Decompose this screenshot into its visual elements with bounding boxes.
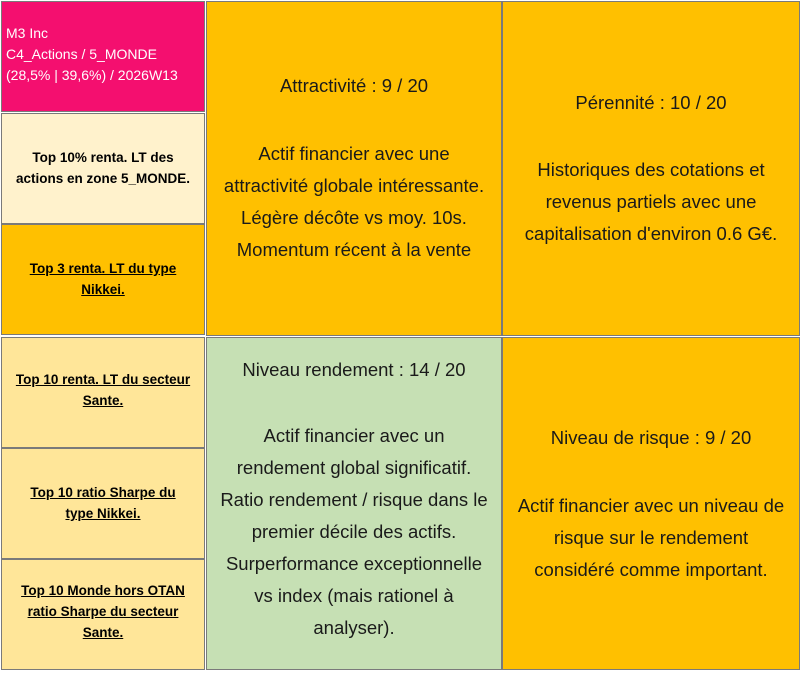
ranking-link-line[interactable]: Nikkei. — [81, 282, 125, 297]
ranking-link-line[interactable]: Top 10 ratio Sharpe du — [30, 485, 176, 500]
perennite-panel — [502, 1, 800, 336]
perennite-line: Historiques des cotations et — [537, 159, 765, 180]
ranking-link-line[interactable]: type Nikkei. — [65, 506, 141, 521]
perennite-line: capitalisation d'environ 0.6 G€. — [524, 223, 778, 244]
risque-title: Niveau de risque : 9 / 20 — [550, 427, 752, 448]
ranking-cell-sector[interactable] — [1, 337, 205, 448]
rendement-line: rendement global significatif. — [236, 457, 472, 478]
asset-category: C4_Actions / 5_MONDE — [6, 46, 157, 62]
ranking-text-line: Top 10% renta. LT des — [32, 150, 174, 165]
ranking-link-line[interactable]: Top 10 Monde hors OTAN — [21, 583, 185, 598]
company-name: M3 Inc — [6, 25, 49, 41]
ranking-link-line[interactable]: ratio Sharpe du secteur — [27, 604, 179, 619]
ranking-link-line[interactable]: Sante. — [82, 625, 124, 640]
attractivite-line: Actif financier avec une — [258, 143, 450, 164]
risque-line: considéré comme important. — [534, 559, 768, 580]
rendement-panel — [206, 337, 502, 670]
rendement-line: Actif financier avec un — [263, 425, 445, 446]
attractivite-line: Légère décôte vs moy. 10s. — [241, 207, 467, 228]
perennite-line: revenus partiels avec une — [545, 191, 757, 212]
attractivite-title: Attractivité : 9 / 20 — [279, 75, 429, 96]
attractivite-line: Momentum récent à la vente — [236, 239, 472, 260]
attractivite-panel — [206, 1, 502, 336]
ranking-link-line[interactable]: Top 3 renta. LT du type — [29, 261, 177, 276]
ranking-cell-sharpe-sector[interactable] — [1, 559, 205, 670]
ranking-link-line[interactable]: Top 10 renta. LT du secteur — [15, 372, 191, 387]
ranking-cell-sharpe-type[interactable] — [1, 448, 205, 559]
risque-line: Actif financier avec un niveau de — [517, 495, 785, 516]
asset-stats: (28,5% | 39,6%) / 2026W13 — [6, 67, 178, 83]
rendement-line: analyser). — [313, 617, 395, 638]
risque-panel — [502, 337, 800, 670]
asset-header — [1, 1, 205, 112]
risque-line: risque sur le rendement — [553, 527, 749, 548]
rendement-line: Surperformance exceptionnelle — [225, 553, 483, 574]
rendement-line: Ratio rendement / risque dans le — [220, 489, 488, 510]
ranking-cell-type[interactable] — [1, 224, 205, 335]
ranking-link-line[interactable]: Sante. — [82, 393, 124, 408]
perennite-title: Pérennité : 10 / 20 — [575, 92, 727, 113]
rendement-line: premier décile des actifs. — [251, 521, 457, 542]
rendement-title: Niveau rendement : 14 / 20 — [242, 359, 466, 380]
ranking-text-line: actions en zone 5_MONDE. — [15, 171, 191, 186]
ranking-cell-zone — [1, 113, 205, 224]
attractivite-line: attractivité globale intéressante. — [223, 175, 485, 196]
rendement-line: vs index (mais rationel à — [254, 585, 454, 606]
